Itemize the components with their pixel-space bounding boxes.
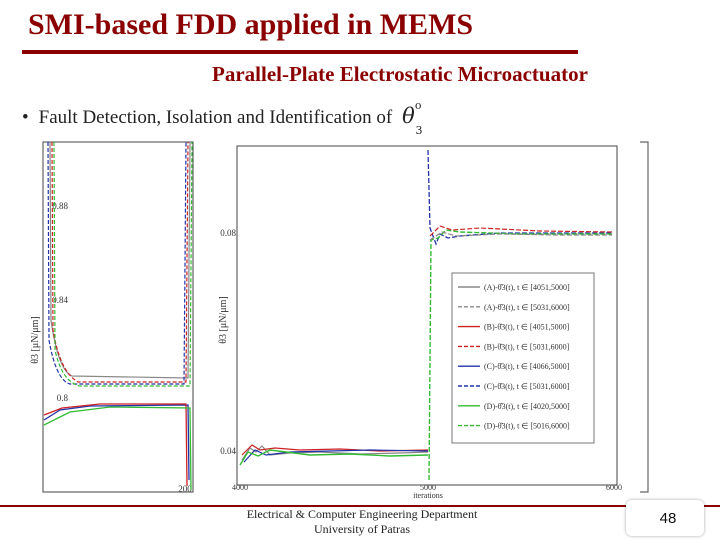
legend-label: (D)-θ̂3(t), t ∈ [5016,6000] — [484, 421, 570, 431]
left-ytick-088: 0.88 — [52, 201, 68, 211]
left-xtick-200: 200 — [178, 484, 192, 494]
legend-label: (C)-θ̂3(t), t ∈ [5031,6000] — [484, 382, 570, 391]
bullet-item — [22, 99, 428, 138]
figure-right-edge — [640, 142, 648, 492]
bullet-dot-icon: • — [22, 107, 29, 128]
legend-label: (B)-θ̂3(t), t ∈ [4051,5000] — [484, 322, 570, 332]
legend — [452, 273, 594, 443]
legend-label: (D)-θ̂3(t), t ∈ [4020,5000] — [484, 401, 570, 411]
right-xtick-6000: 6000 — [606, 483, 622, 492]
right-ytick-008: 0.08 — [220, 228, 236, 238]
left-plot-ylabel: θ3 [μN/μm] — [30, 316, 41, 364]
legend-label: (B)-θ̂3(t), t ∈ [5031,6000] — [484, 342, 570, 352]
legend-label: (C)-θ̂3(t), t ∈ [4066,5000] — [484, 362, 570, 372]
bullet-text: Fault Detection, Isolation and Identification of — [38, 107, 393, 128]
slide-subtitle: Parallel-Plate Electrostatic Microactuator — [212, 62, 588, 86]
legend-label: (A)-θ̂3(t), t ∈ [4051,5000] — [484, 283, 570, 292]
legend-box — [452, 273, 594, 443]
right-plot-ylabel: θ3 [μN/μm] — [218, 296, 229, 344]
theta-symbol: $\theta^o_3$ — [402, 99, 423, 138]
left-ytick-084: 0.84 — [52, 295, 68, 305]
right-xtick-4000: 4000 — [232, 483, 248, 492]
footer-department: Electrical & Computer Engineering Department — [246, 507, 478, 521]
right-plot-xlabel: iterations — [413, 491, 443, 498]
left-plot — [30, 142, 193, 494]
left-plot-frame — [43, 142, 193, 492]
footer-university: University of Patras — [314, 522, 410, 536]
right-plot — [218, 146, 622, 498]
right-ytick-004: 0.04 — [220, 446, 236, 456]
slide-title: SMI-based FDD applied in MEMS — [28, 8, 474, 41]
right-xtick-5000: 5000 — [420, 483, 436, 492]
left-ytick-080: 0.8 — [56, 393, 68, 403]
figure — [0, 136, 720, 498]
footer — [200, 507, 524, 537]
legend-label: (A)-θ̂3(t), t ∈ [5031,6000] — [484, 302, 570, 312]
title-underline — [22, 50, 578, 54]
page-number: 48 — [659, 510, 677, 527]
